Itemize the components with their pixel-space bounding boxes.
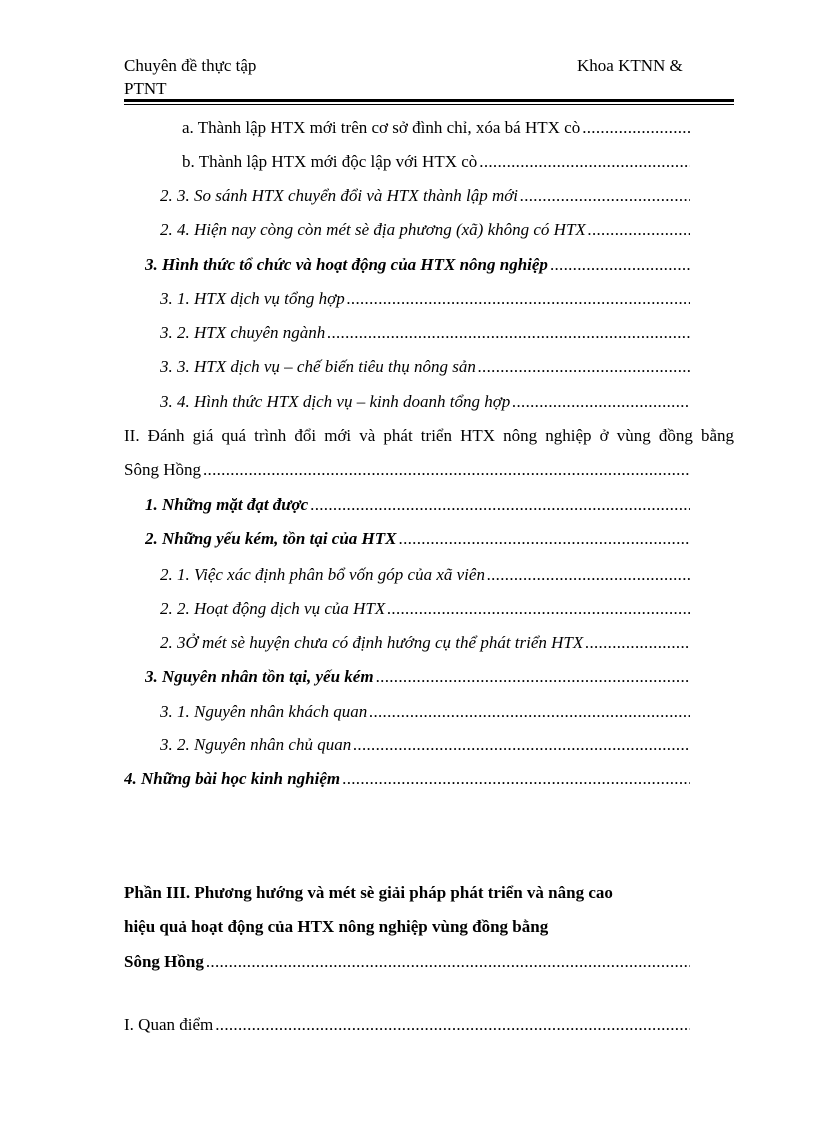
dot-leader [399, 527, 690, 551]
toc-item: 3. 1. HTX dịch vụ tổng hợp ..... [160, 287, 690, 311]
toc-item: Sông Hồng ..... [124, 950, 690, 974]
toc-item: 1. Những mặt đạt được ..... [145, 493, 690, 517]
dot-leader [582, 116, 690, 140]
toc-item: 3. Hình thức tổ chức và hoạt động của HTX nông nghiệp ..... [145, 253, 690, 277]
dot-leader [215, 1013, 690, 1037]
toc-item: 3. 2. Nguyên nhân chủ quan ..... [160, 733, 690, 757]
dot-leader [310, 493, 690, 517]
toc-item: b. Thành lập HTX mới độc lập với HTX cò ..... [182, 150, 690, 174]
toc-item: 3. 4. Hình thức HTX dịch vụ – kinh doanh tổng hợp ..... [160, 390, 690, 414]
toc-item: 4. Những bài học kinh nghiệm ..... [124, 767, 690, 791]
toc-item: Sông Hồng ..... [124, 458, 690, 482]
toc-item-quan-diem: I. Quan điểm ..... [124, 1013, 690, 1037]
toc-item: 3. Nguyên nhân tồn tại, yếu kém ..... [145, 665, 690, 689]
toc-item: 2. 3Ở mét sè huyện chưa có định hướng cụ thể phát triển HTX ..... [160, 631, 690, 655]
toc-item: 2. 1. Việc xác định phân bổ vốn góp của xã viên ..... [160, 563, 690, 587]
toc-item: 2. 3. So sánh HTX chuyển đổi và HTX thành lập mới ..... [160, 184, 690, 208]
dot-leader [342, 767, 690, 791]
part-iii-line1: Phần III. Phương hướng và mét sè giải pháp phát triển và nâng cao [124, 883, 613, 902]
header-department-cont: PTNT [124, 79, 167, 98]
dot-leader [387, 597, 690, 621]
part-iii-line2: hiệu quả hoạt động của HTX nông nghiệp vùng đồng bằng [124, 917, 549, 936]
dot-leader [347, 287, 690, 311]
dot-leader [369, 700, 690, 724]
dot-leader [353, 733, 690, 757]
toc-item: 2. Những yếu kém, tồn tại của HTX ..... [145, 527, 690, 551]
header-rule-thin [124, 104, 734, 105]
header-rule-thick [124, 99, 734, 102]
toc-item: a. Thành lập HTX mới trên cơ sở đình chỉ, xóa bá HTX cò ..... [182, 116, 690, 140]
dot-leader [376, 665, 690, 689]
toc-item: 3. 1. Nguyên nhân khách quan ..... [160, 700, 690, 724]
dot-leader [478, 355, 690, 379]
toc-item: 3. 3. HTX dịch vụ – chế biến tiêu thụ nông sản ..... [160, 355, 690, 379]
dot-leader [550, 253, 690, 277]
dot-leader [585, 631, 690, 655]
dot-leader [487, 563, 690, 587]
toc-item: 3. 2. HTX chuyên ngành ..... [160, 321, 690, 345]
dot-leader [206, 950, 690, 974]
header-title: Chuyên đề thực tập [124, 56, 257, 75]
toc-item: 2. 4. Hiện nay còng còn mét sè địa phương (xã) không có HTX ..... [160, 218, 690, 242]
dot-leader [203, 458, 690, 482]
dot-leader [512, 390, 690, 414]
toc-part-ii-line1: II. Đánh giá quá trình đổi mới và phát triển HTX nông nghiệp ở vùng đồng bằng [124, 426, 734, 445]
dot-leader [588, 218, 690, 242]
toc-item: 2. 2. Hoạt động dịch vụ của HTX ..... [160, 597, 690, 621]
dot-leader [479, 150, 690, 174]
dot-leader [520, 184, 690, 208]
header-department: Khoa KTNN & [577, 56, 683, 75]
dot-leader [327, 321, 690, 345]
